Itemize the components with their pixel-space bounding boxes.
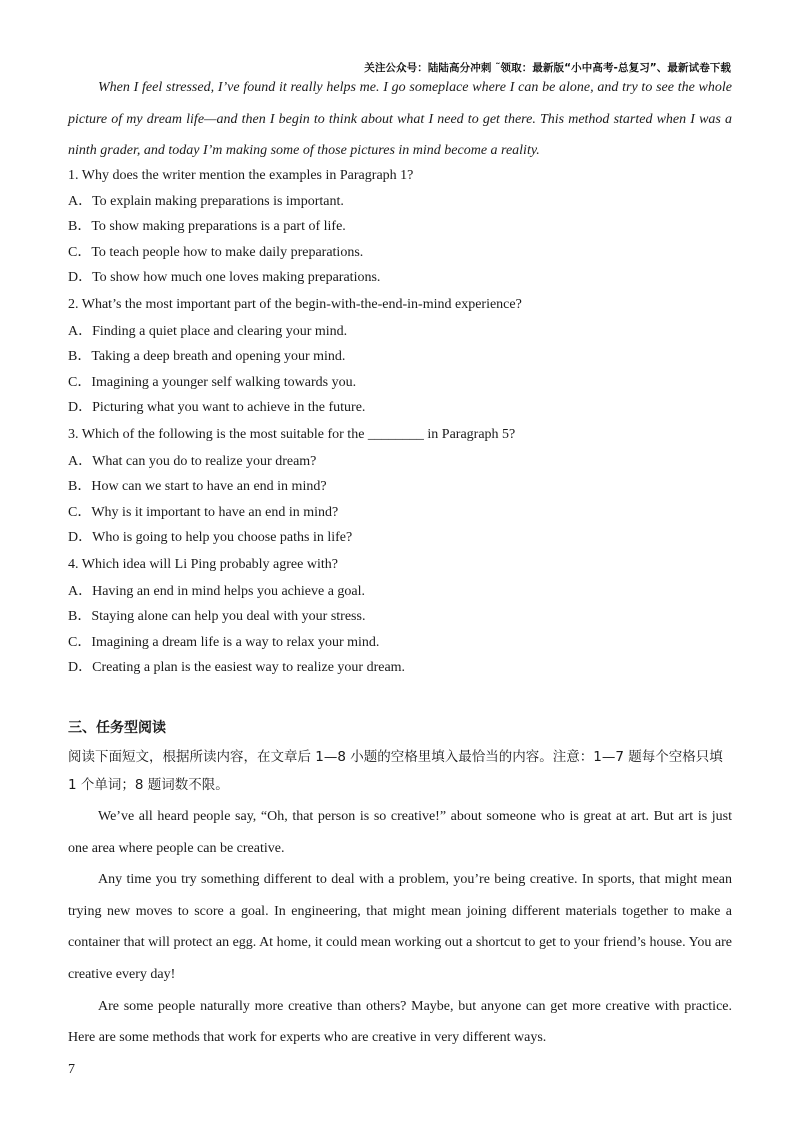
- question-3-option-d: D．Who is going to help you choose paths in life?: [68, 530, 353, 545]
- italic-paragraph: When I feel stressed, I’ve found it really helps me. I go someplace where I can be alone, and try to see the whole picture of my dream life—and then I begin to think about what I need to get there. This method started when I was a ninth grader, and today I’m making some of those pictures in mind become a reality.: [68, 80, 732, 159]
- passage-paragraph-1: We’ve all heard people say, “Oh, that person is so creative!” about someone who is great at art. But art is just one area where people can be creative.: [68, 809, 732, 856]
- reading-passage: [68, 801, 732, 1054]
- section-instruction: 阅读下面短文，根据所读内容，在文章后 1—8 小题的空格里填入最恰当的内容。注意：1—7 题每个空格只填 1 个单词；8 题词数不限。: [68, 749, 723, 793]
- question-3-stem: 3. Which of the following is the most suitable for the ________ in Paragraph 5?: [68, 427, 516, 442]
- question-3-option-b: B．How can we start to have an end in mind?: [68, 479, 327, 494]
- question-4-stem: 4. Which idea will Li Ping probably agree with?: [68, 557, 338, 572]
- question-4-option-b: B．Staying alone can help you deal with your stress.: [68, 609, 366, 624]
- question-2-option-b: B．Taking a deep breath and opening your mind.: [68, 349, 346, 364]
- question-3-option-a: A．What can you do to realize your dream?: [68, 454, 317, 469]
- question-2-option-a: A．Finding a quiet place and clearing your mind.: [68, 324, 348, 339]
- question-2-option-d: D．Picturing what you want to achieve in the future.: [68, 400, 366, 415]
- question-1-stem: 1. Why does the writer mention the examples in Paragraph 1?: [68, 168, 414, 183]
- page-header: 关注公众号：陆陆高分冲刺 ˜领取：最新版“小中高考-总复习”、最新试卷下载: [364, 62, 731, 74]
- question-2-stem: 2. What’s the most important part of the begin-with-the-end-in-mind experience?: [68, 297, 522, 312]
- question-4-option-a: A．Having an end in mind helps you achieve a goal.: [68, 584, 366, 599]
- question-3-option-c: C．Why is it important to have an end in mind?: [68, 505, 339, 520]
- passage-paragraph-3: Are some people naturally more creative than others? Maybe, but anyone can get more creative with practice. Here are some methods that work for experts who are creative in very different ways.: [68, 998, 732, 1046]
- question-4-option-d: D．Creating a plan is the easiest way to realize your dream.: [68, 660, 406, 675]
- passage-paragraph-2: Any time you try something different to deal with a problem, you’re being creative. In sports, that might mean trying new moves to score a goal. In engineering, that might mean joining different materials together to make a container that will protect an egg. At home, it could mean working out a shortcut to get to your friend’s house. You are creative every day!: [68, 872, 732, 982]
- section-title: 三、任务型阅读: [68, 720, 166, 736]
- question-1-option-a: A．To explain making preparations is important.: [68, 194, 344, 209]
- question-1-option-b: B．To show making preparations is a part of life.: [68, 219, 346, 234]
- page-number: 7: [68, 1062, 75, 1077]
- question-1-option-c: C．To teach people how to make daily preparations.: [68, 245, 364, 260]
- question-4-option-c: C．Imagining a dream life is a way to relax your mind.: [68, 635, 380, 650]
- italic-passage: [68, 72, 732, 167]
- question-1-option-d: D．To show how much one loves making preparations.: [68, 270, 381, 285]
- question-2-option-c: C．Imagining a younger self walking towards you.: [68, 375, 357, 390]
